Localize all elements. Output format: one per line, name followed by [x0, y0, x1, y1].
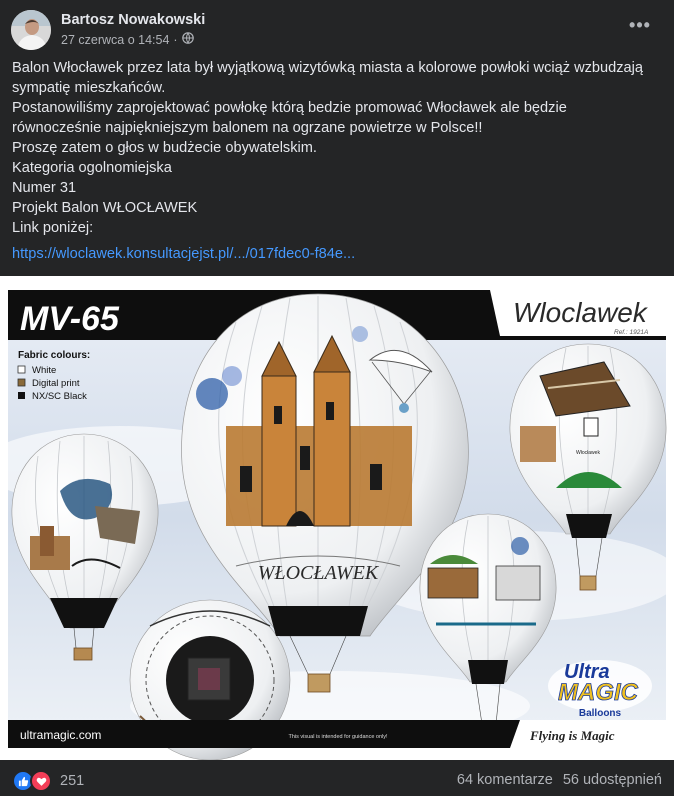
post-text-line: Postanowiliśmy zaprojektować powłokę którą bedzie promować Włocławek ale będzie — [12, 100, 567, 116]
engagement-stats — [457, 772, 662, 788]
post-text-line: Proszę zatem o głos w budżecie obywatelskim. — [12, 140, 317, 156]
balloon-design-visual — [0, 276, 674, 760]
comments-count[interactable]: 64 komentarze — [456, 772, 553, 788]
shares-count[interactable]: 56 udostępnień — [562, 772, 662, 788]
more-options-icon[interactable]: ••• — [629, 15, 651, 35]
avatar-photo — [11, 10, 51, 50]
post-footer — [0, 760, 674, 796]
fabric-label-black: NX/SC Black — [32, 391, 87, 402]
balloon-lettering: WŁOCŁAWEK — [257, 562, 379, 584]
model-name: MV-65 — [20, 300, 119, 338]
post-text-line: równocześnie najpiękniejszym balonem na ogrzane powietrze w Polsce!! — [12, 120, 483, 136]
post-text-line: Link poniżej: — [12, 220, 94, 236]
author-avatar[interactable] — [11, 10, 51, 50]
globe-icon — [182, 32, 194, 47]
post-text-line: Balon Włocławek przez lata był wyjątkową wizytówką miasta a kolorowe powłoki wciąż wzbudzają — [12, 60, 644, 76]
post-text-line: Projekt Balon WŁOCŁAWEK — [12, 200, 198, 216]
post-image[interactable] — [0, 276, 674, 760]
fabric-swatch-black — [18, 392, 25, 399]
post-text-line: Numer 31 — [12, 180, 77, 196]
reaction-count: 251 — [60, 773, 85, 789]
design-ref: Ref.: 1921A — [614, 329, 649, 336]
post-text — [12, 58, 662, 238]
author-name[interactable]: Bartosz Nowakowski — [61, 12, 206, 28]
fabric-label-white: White — [32, 365, 57, 376]
fabric-swatch-digital — [18, 379, 25, 386]
brand-magic: MAGIC — [558, 679, 638, 706]
fabric-label-digital: Digital print — [32, 378, 80, 389]
footer-site: ultramagic.com — [20, 728, 102, 742]
small-lettering: Włocławek — [576, 450, 600, 456]
brand-ultra: Ultra — [564, 661, 610, 683]
love-icon — [30, 770, 52, 792]
fabric-swatch-white — [18, 366, 25, 373]
post-header — [0, 0, 674, 56]
reaction-summary[interactable] — [12, 770, 84, 792]
footer-slogan: Flying is Magic — [530, 728, 615, 743]
meta-separator: · — [173, 32, 178, 47]
balloon-name: Wloclawek — [513, 297, 647, 328]
post-link[interactable]: https://wloclawek.konsultacjejst.pl/.../017fdec0-f84e... — [12, 246, 356, 262]
brand-balloons: Balloons — [578, 708, 622, 719]
fabric-title: Fabric colours: — [18, 350, 91, 361]
post-meta — [61, 32, 194, 47]
post-date[interactable]: 27 czerwca o 14:54 — [61, 32, 170, 47]
post-text-line: sympatię mieszkańców. — [12, 80, 166, 96]
footer-note: This visual is intended for guidance only! — [288, 734, 388, 740]
post-text-line: Kategoria ogolnomiejska — [12, 160, 172, 176]
